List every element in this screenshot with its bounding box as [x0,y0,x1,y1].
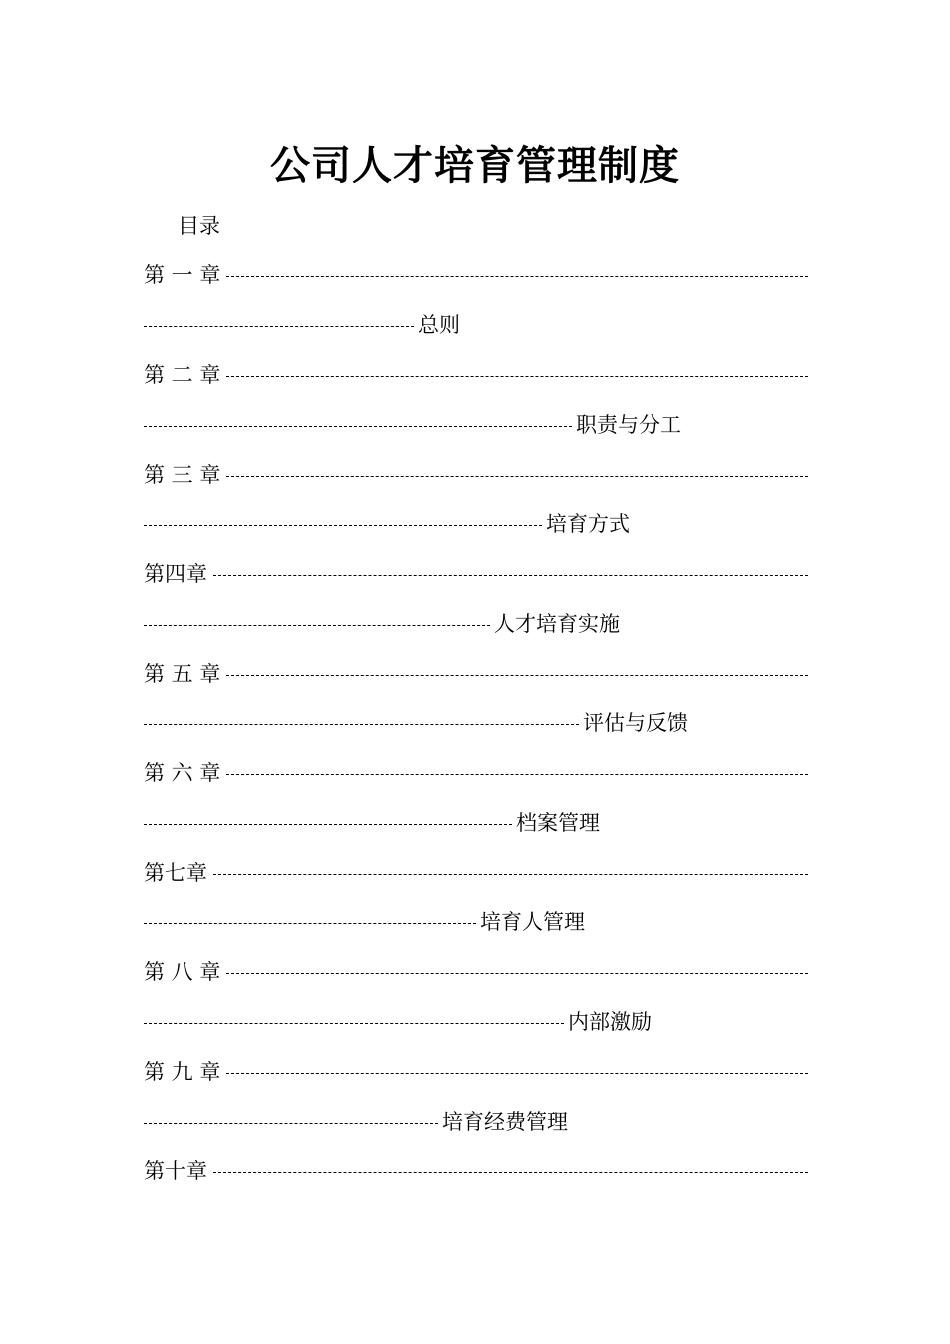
dot-leader [226,973,808,974]
section-title: 总则 [418,313,460,337]
dot-leader [144,625,490,626]
dot-leader [226,675,808,676]
dot-leader [144,1123,438,1124]
dot-leader [213,874,808,875]
dot-leader [144,824,512,825]
dot-leader [144,326,414,327]
toc-chapter-line[interactable] [144,658,808,690]
chapter-label: 第 五 章 [144,662,221,686]
section-title: 内部激励 [568,1010,652,1034]
section-title: 人才培育实施 [494,612,620,636]
chapter-label: 第 六 章 [144,761,221,785]
toc-chapter-line[interactable] [144,1155,808,1187]
section-title: 培育方式 [546,512,630,536]
dot-leader [226,774,808,775]
section-title: 评估与反馈 [583,711,688,735]
toc-section-line[interactable] [144,807,808,839]
toc-chapter-line[interactable] [144,757,808,789]
dot-leader [226,376,808,377]
section-title: 职责与分工 [576,413,681,437]
dot-leader [213,575,808,576]
toc-chapter-line[interactable] [144,259,808,291]
toc-section-line[interactable] [144,508,808,540]
toc-chapter-line[interactable] [144,359,808,391]
dot-leader [226,276,808,277]
toc-chapter-line[interactable] [144,1056,808,1088]
chapter-label: 第 一 章 [144,263,221,287]
section-title: 档案管理 [516,811,600,835]
dot-leader [144,923,476,924]
toc-section-line[interactable] [144,608,808,640]
toc-chapter-line[interactable] [144,558,808,590]
toc-section-line[interactable] [144,906,808,938]
dot-leader [144,525,542,526]
dot-leader [144,1023,564,1024]
document-title: 公司人才培育管理制度 [270,143,680,189]
toc-chapter-line[interactable] [144,956,808,988]
chapter-label: 第 九 章 [144,1060,221,1084]
section-title: 培育经费管理 [442,1110,568,1134]
section-title: 培育人管理 [480,910,585,934]
toc-heading: 目录 [178,214,220,238]
toc-chapter-line[interactable] [144,459,808,491]
toc-section-line[interactable] [144,1106,808,1138]
chapter-label: 第 八 章 [144,960,221,984]
toc-section-line[interactable] [144,409,808,441]
toc-section-line[interactable] [144,1006,808,1038]
chapter-label: 第 三 章 [144,463,221,487]
chapter-label: 第十章 [144,1159,207,1183]
chapter-label: 第七章 [144,861,207,885]
dot-leader [144,426,572,427]
toc-chapter-line[interactable] [144,857,808,889]
dot-leader [226,1073,808,1074]
chapter-label: 第四章 [144,562,207,586]
toc-section-line[interactable] [144,707,808,739]
dot-leader [213,1172,808,1173]
chapter-label: 第 二 章 [144,363,221,387]
dot-leader [144,724,579,725]
toc-section-line[interactable] [144,309,808,341]
dot-leader [226,476,808,477]
